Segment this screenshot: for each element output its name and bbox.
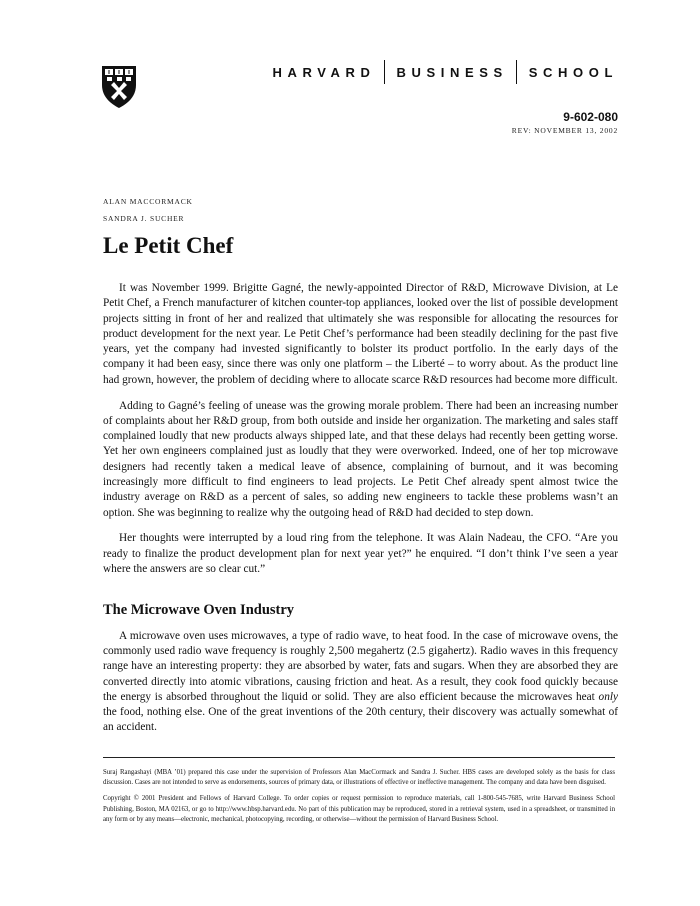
- wordmark-school: SCHOOL: [528, 64, 618, 80]
- body-paragraph: It was November 1999. Brigitte Gagné, the newly-appointed Director of R&D, Microwave Division, at Le Petit Chef, a French manufacturer of kitchen counter-top appliances, looked over the list of possible development projects sitting in front of her and realized that ultimately she was responsible for allocating the resources for product development for the next year. Le Petit Chef’s performance had been steadily declining for the past five years, yet the company had invested significantly to bolster its product portfolio. In the early days of the company it had been easy, since there was only one platform – the Liberté – to worry about. As the product line had grown, however, the problem of deciding where to allocate scarce R&D resources had become more difficult.: [103, 282, 618, 386]
- copyright-notice: Copyright © 2001 President and Fellows of Harvard College. To order copies or request permission to reproduce materials, call 1-800-545-7685, write Harvard Business School Publishing, Boston, MA 02163, or go to http://www.hbsp.harvard.edu. No part of this publication may be reproduced, stored in a retrieval system, used in a spreadsheet, or transmitted in any form or by any means—electronic, mechanical, photocopying, recording, or otherwise—without the permission of Harvard Business School.: [103, 795, 615, 823]
- paragraph-text: A microwave oven uses microwaves, a type of radio wave, to heat food. In the case of microwave ovens, the commonly used radio wave frequency is roughly 2,500 megahertz (2.5 gigahertz). Radio waves in this frequency range have an interesting property: they are absorbed by water, fats and sugars. When they are absorbed they are converted directly into atomic vibrations, causing friction and heat. As a result, they cook food quickly because the energy is absorbed throughout the liquid or solid. They are also efficient because the microwaves heat: [103, 629, 618, 703]
- case-title: Le Petit Chef: [103, 233, 234, 258]
- case-body: [103, 281, 618, 746]
- harvard-shield-logo: [101, 65, 137, 109]
- footnotes: [103, 768, 615, 831]
- author-name: ALAN MACCORMACK: [103, 197, 193, 206]
- footnote-divider: [103, 757, 615, 758]
- body-paragraph: Her thoughts were interrupted by a loud ring from the telephone. It was Alain Nadeau, the CFO. “Are you ready to finalize the product development plan for next year yet?” he enquired. “I don’t think I’ve seen a year where the answers are so clear cut.”: [103, 532, 618, 576]
- revision-date: REV: NOVEMBER 13, 2002: [511, 126, 618, 135]
- wordmark-business: BUSINESS: [396, 64, 508, 80]
- wordmark-harvard: HARVARD: [272, 64, 376, 80]
- wordmark-divider: [384, 60, 385, 84]
- section-heading: The Microwave Oven Industry: [103, 602, 295, 619]
- author-name: SANDRA J. SUCHER: [103, 214, 185, 223]
- wordmark-divider: [516, 60, 517, 84]
- author-list: [103, 197, 193, 231]
- body-paragraph: Adding to Gagné’s feeling of unease was the growing morale problem. There had been an increasing number of complaints about her R&D group, from both outside and inside her organization. The marketing and sales staff complained loudly that new products always shipped late, and that these delays had recently been getting worse. Yet her own engineers complained just as loudly that they were overworked. Indeed, one of her top microwave designers had recently taken a medical leave of absence, complaining of burnout, and it was becoming increasingly more difficult to find engineers to lead projects. Le Petit Chef already spent almost twice the industry average on R&D as a percent of sales, so adding new engineers to tackle these problems wasn’t an option. She was beginning to realize why the outgoing head of R&D had decided to step down.: [103, 399, 618, 519]
- authorship-note: Suraj Rangashayi (MBA ’01) prepared this case under the supervision of Professors Alan MacCormack and Sandra J. Sucher. HBS cases are developed solely as the basis for class discussion. Cases are not intended to serve as endorsements, sources of primary data, or illustrations of effective or ineffective management. The company and data have been disguised.: [103, 769, 615, 787]
- body-paragraph: [103, 629, 618, 736]
- emphasis-text: only: [598, 690, 618, 703]
- hbs-wordmark: [273, 60, 619, 84]
- case-number: 9-602-080: [563, 110, 618, 124]
- paragraph-text: the food, nothing else. One of the great inventions of the 20th century, their discovery was actually somewhat of an accident.: [103, 706, 618, 734]
